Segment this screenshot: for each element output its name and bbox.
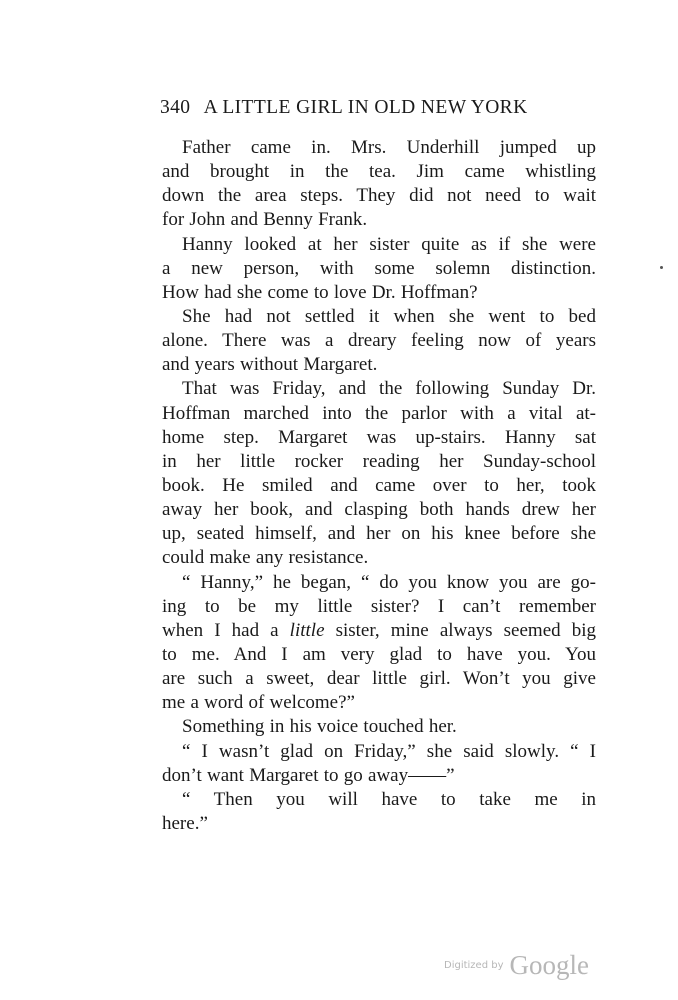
text-line: Hoffman marched into the parlor with a vital at- — [162, 402, 596, 424]
watermark-logo-text: Google — [509, 950, 589, 980]
text-line: in her little rocker reading her Sunday-school — [162, 450, 596, 472]
text-line: and years without Margaret. — [162, 354, 378, 376]
text-line: down the area steps. They did not need to wait — [162, 185, 596, 207]
text-line: for John and Benny Frank. — [162, 209, 368, 231]
text-line — [162, 619, 596, 643]
text-line: could make any resistance. — [162, 547, 369, 569]
text-line: book. He smiled and came over to her, took — [162, 474, 596, 496]
text-segment: sister, mine always seemed big — [324, 619, 596, 641]
watermark-small-text: Digitized by — [444, 960, 504, 971]
text-line: Something in his voice touched her. — [182, 716, 457, 738]
text-line: up, seated himself, and her on his knee before she — [162, 523, 596, 545]
text-line: “ Then you will have to take me in — [182, 788, 596, 810]
page-number: 340 — [160, 97, 191, 118]
running-header — [160, 94, 596, 122]
text-line: are such a sweet, dear little girl. Won’t you give — [162, 668, 596, 690]
text-line: alone. There was a dreary feeling now of years — [162, 330, 596, 352]
text-line: How had she come to love Dr. Hoffman? — [162, 281, 478, 303]
text-line: Hanny looked at her sister quite as if she were — [182, 233, 596, 255]
text-line: and brought in the tea. Jim came whistling — [162, 161, 596, 183]
text-line: Father came in. Mrs. Underhill jumped up — [182, 137, 596, 158]
text-line: a new person, with some solemn distinction. — [162, 257, 596, 279]
text-line: away her book, and clasping both hands drew her — [162, 499, 596, 521]
print-speck — [660, 266, 663, 269]
text-line: She had not settled it when she went to bed — [182, 305, 596, 327]
digitized-watermark — [444, 950, 589, 984]
text-segment: when I had a — [162, 619, 290, 641]
text-line: That was Friday, and the following Sunday Dr. — [182, 378, 596, 400]
text-line: home step. Margaret was up-stairs. Hanny sat — [162, 426, 596, 448]
italic-word: little — [289, 619, 325, 641]
text-line: to me. And I am very glad to have you. You — [162, 643, 596, 665]
text-line: “ I wasn’t glad on Friday,” she said slowly. “ I — [182, 740, 596, 762]
running-title: A LITTLE GIRL IN OLD NEW YORK — [203, 97, 528, 118]
text-line: don’t want Margaret to go away——” — [162, 764, 455, 786]
text-line: ing to be my little sister? I can’t remember — [162, 595, 596, 617]
text-line: here.” — [162, 812, 208, 834]
text-line: “ Hanny,” he began, “ do you know you are go- — [182, 571, 596, 593]
text-line: me a word of welcome?” — [162, 692, 355, 714]
body-text — [162, 136, 596, 836]
